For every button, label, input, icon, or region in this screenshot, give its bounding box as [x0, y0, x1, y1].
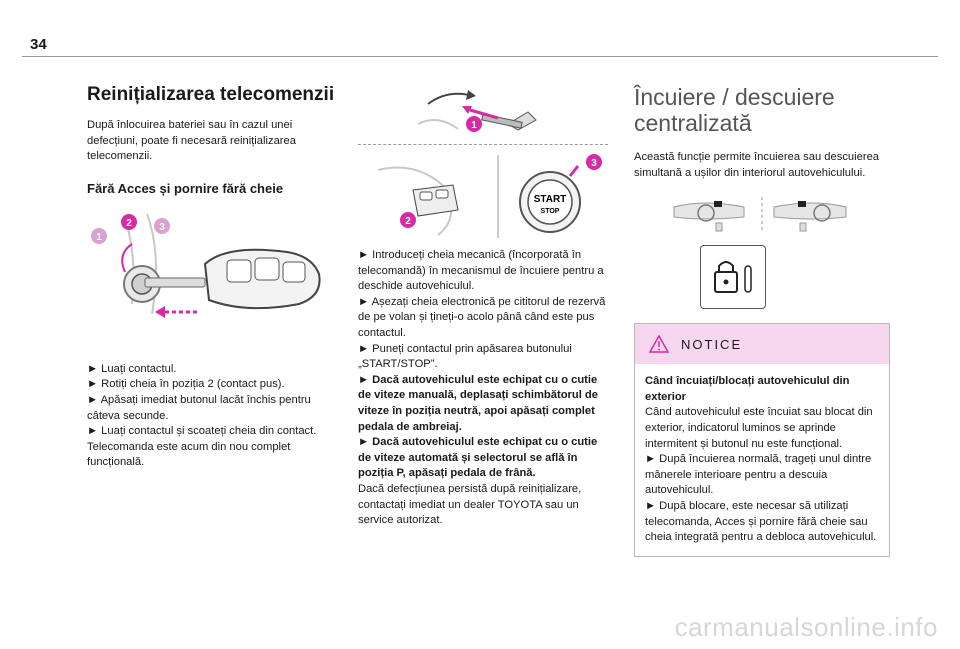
step-3: ► Apăsați imediat butonul lacăt închis pentru câteva secunde.	[87, 393, 311, 422]
left-steps	[87, 362, 337, 471]
callout-2: 2	[126, 217, 132, 229]
lock-icon	[701, 246, 765, 308]
watermark: carmanualsonline.info	[674, 612, 938, 642]
callout-3: 3	[159, 221, 165, 233]
step-4: ► Luați contactul și scoateți cheia din contact.	[87, 425, 317, 438]
header-rule	[22, 56, 938, 57]
section-title-remote-reset: Reinițializarea telecomenzii	[87, 84, 335, 105]
middle-callout-3: 3	[591, 158, 597, 169]
mechanical-key-illustration	[358, 84, 608, 144]
notice-title: NOTICE	[681, 336, 743, 352]
middle-step-1: ► Introduceți cheia mecanică (încorporată în telecomandă) în mecanismul de încuiere pentru a deschide autovehiculul.	[358, 249, 604, 293]
middle-step-4: ► Dacă autovehiculul este echipat cu o cutie de viteze manuală, deplasați schimbătorul de viteze în poziția neutră, apoi apăsați complet pedala de ambreiaj.	[358, 373, 598, 433]
middle-column	[358, 84, 608, 529]
dashboard-location-illustration	[634, 195, 890, 233]
subsection-title: Fără Acces și pornire fără cheie	[87, 180, 284, 196]
left-column	[87, 84, 337, 471]
middle-step-3: ► Puneți contactul prin apăsarea butonului „START/STOP”.	[358, 342, 572, 371]
notice-heading: Când încuiați/blocați autovehiculul din exterior	[645, 375, 850, 403]
notice-text: Când autovehiculul este încuiat sau blocat din exterior, indicatorul luminos se aprinde intermitent și butonul nu este funcțional.	[645, 406, 873, 450]
intro-text: După înlocuirea bateriei sau în cazul unei defecțiuni, poate fi necesară reinițializarea telecomenzii.	[87, 119, 296, 163]
step-1: ► Luați contactul.	[87, 362, 177, 375]
dashboard-figure	[634, 195, 890, 233]
middle-step-5: ► Dacă autovehiculul este echipat cu o cutie de viteze automată și selectorul se află în poziția P, apăsați pedala de frână.	[358, 436, 598, 480]
middle-result-text: Dacă defecțiunea persistă după reinițializare, contactați imediat un dealer TOYOTA sau un service autorizat.	[358, 482, 582, 527]
page-number: 34	[30, 36, 47, 53]
notice-header	[635, 324, 889, 364]
start-stop-figure	[358, 150, 608, 240]
start-label: START	[533, 194, 567, 205]
step-2: ► Rotiți cheia în poziția 2 (contact pus).	[87, 378, 285, 391]
right-column	[634, 84, 890, 557]
result-text: Telecomanda este acum din nou complet funcțională.	[87, 440, 291, 469]
middle-steps	[358, 248, 608, 529]
callout-1: 1	[96, 231, 102, 243]
middle-callout-2: 2	[405, 216, 411, 227]
central-locking-intro: Această funcție permite încuierea sau descuierea simultană a ușilor din interiorul autovehiculului.	[634, 151, 880, 179]
notice-box	[634, 323, 890, 557]
notice-step-1: ► După încuierea normală, trageți unul dintre mânerele interioare pentru a descuia autovehiculul.	[645, 453, 872, 497]
middle-callout-1: 1	[471, 120, 477, 131]
figure-divider	[358, 144, 608, 146]
section-title-central-locking: Încuiere / descuiere centralizată	[634, 84, 835, 136]
notice-body	[635, 364, 889, 556]
key-fob-figure	[87, 204, 337, 344]
start-button-illustration	[358, 150, 608, 240]
door-lock-figure	[358, 84, 608, 144]
lock-button-illustration	[700, 245, 766, 309]
warning-icon	[649, 335, 669, 353]
key-in-ignition-illustration	[87, 204, 337, 344]
stop-label: STOP	[540, 208, 560, 215]
notice-step-2: ► După blocare, este necesar să utilizați telecomanda, Acces și pornire fără cheie sau cheia integrată pentru a debloca autovehiculul.	[645, 499, 877, 544]
middle-step-2: ► Așezați cheia electronică pe cititorul de rezervă de pe volan și țineți-o acolo până când este pus contactul.	[358, 295, 606, 339]
